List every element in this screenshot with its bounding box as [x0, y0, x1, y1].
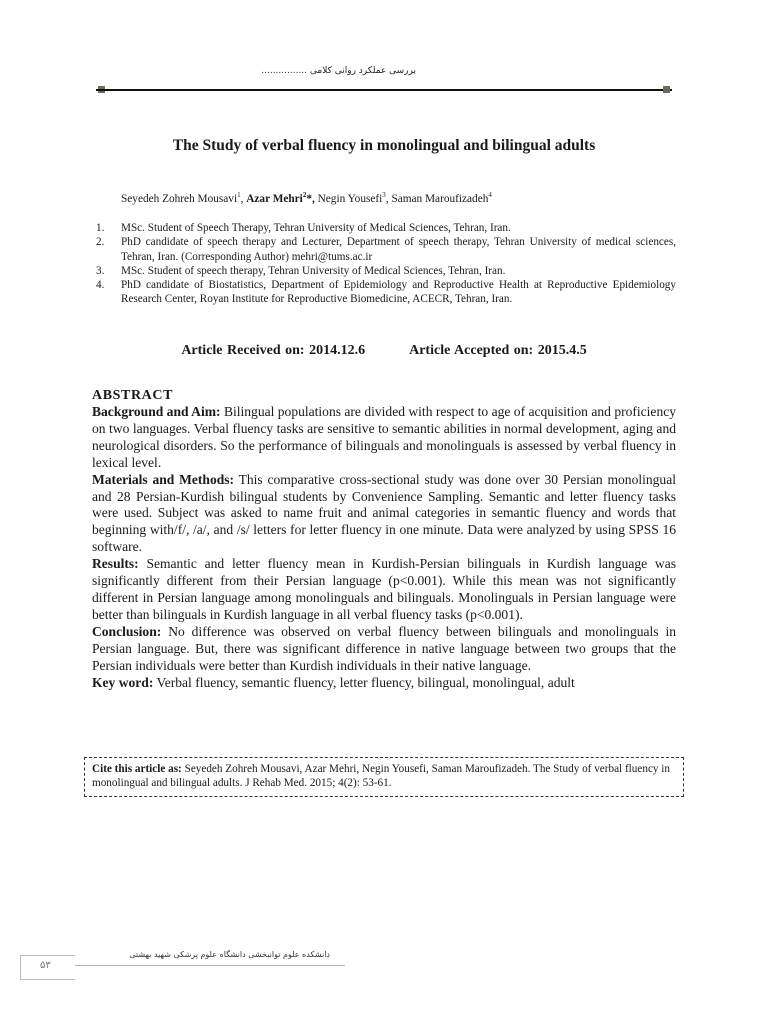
abstract-keywords: Key word: Verbal fluency, semantic fluency, letter fluency, bilingual, monolingual, adult [92, 674, 575, 690]
footer-institution: دانشکده علوم توانبخشی دانشگاه علوم پزشکی شهید بهشتی [129, 950, 330, 959]
affiliation-item: 4. PhD candidate of Biostatistics, Department of Epidemiology and Reproductive Health at Reproductive Epidemiology Research Center, Royan Institute for Reproductive Biomedicine, ACECR, Tehran, Iran. [96, 279, 676, 306]
page-number: ۵۳ [40, 960, 51, 971]
affiliation-item: 1. MSc. Student of Speech Therapy, Tehran University of Medical Sciences, Tehran, Iran. [96, 222, 511, 234]
author-1: Seyedeh Zohreh Mousavi$^1$, [121, 191, 247, 205]
affiliation-item: 3. MSc. Student of speech therapy, Tehran University of Medical Sciences, Tehran, Iran. [96, 264, 506, 277]
author-2: Azar Mehri$^2$*, [246, 191, 318, 205]
abstract-background: Background and Aim: Bilingual populations are divided with respect to age of acquisition and proficiency on two languages. Verbal fluency tasks are sensitive to semantic abilities in normal development, aging and neurological disorders. So the performance of bilinguals and monolinguals is assessed by verbal fluency in lexical level. [92, 404, 677, 470]
citation-text: Seyedeh Zohreh Mousavi, Azar Mehri, Negin Yousefi, Saman Maroufizadeh. The Study of verbal fluency in monolingual and bilingual adults. J Rehab Med. 2015; 4(2): 53-61. [92, 763, 670, 789]
abstract-results: Results: Semantic and letter fluency mean in Kurdish-Persian bilinguals in Kurdish language was significantly different from their Persian language (p<0.001). While this mean was not significantly different in Persian language among monolinguals and bilinguals. Monolinguals in Persian language were better than bilinguals in Kurdish language in all verbal fluency tasks (p<0.001). [92, 556, 676, 622]
affiliation-list [96, 221, 676, 307]
received-label: Article Received on: [181, 343, 305, 358]
header-rule-marker-right [663, 86, 670, 93]
author-list [121, 191, 681, 205]
accepted-label: Article Accepted on: [409, 343, 534, 358]
citation-label: Cite this article as: [92, 763, 182, 775]
footer-rule [75, 965, 345, 966]
abstract [92, 388, 676, 691]
article-dates [0, 343, 768, 359]
accepted-date: 2015.4.5 [537, 343, 587, 358]
abstract-heading: ABSTRACT [92, 388, 174, 403]
author-3: Negin Yousefi$^3$, [317, 191, 392, 205]
abstract-methods: Materials and Methods: This comparative cross-sectional study was done over 30 Persian monolingual and 28 Persian-Kurdish bilingual students by Convenience Sampling. Semantic and letter fluency tasks were used. Subject was asked to name fruit and animal categories in semantic fluency and words that beginning with/f/, /a/, and /s/ letters for letter fluency in one minute. Data were analyzed by using SPSS 16 software. [92, 471, 676, 555]
author-4: Saman Maroufizadeh$^4$ [391, 191, 492, 205]
article-title: The Study of verbal fluency in monolingual and bilingual adults [172, 137, 596, 154]
abstract-conclusion: Conclusion: No difference was observed on verbal fluency between bilinguals and monolinguals in Persian language. But, there was significant difference in native language between two groups that the Persian individuals were better than Kurdish individuals in their native language. [92, 623, 676, 673]
header-rule [96, 89, 672, 91]
received-date: 2014.12.6 [309, 343, 366, 358]
citation-box [84, 757, 684, 797]
affiliation-item: 2. PhD candidate of speech therapy and Lecturer, Department of speech therapy, Tehran University of medical sciences, Tehran, Iran. (Corresponding Author) mehri@tums.ac.ir [96, 236, 676, 263]
running-header: بررسی عملکرد روانی کلامی ................ [261, 66, 416, 76]
